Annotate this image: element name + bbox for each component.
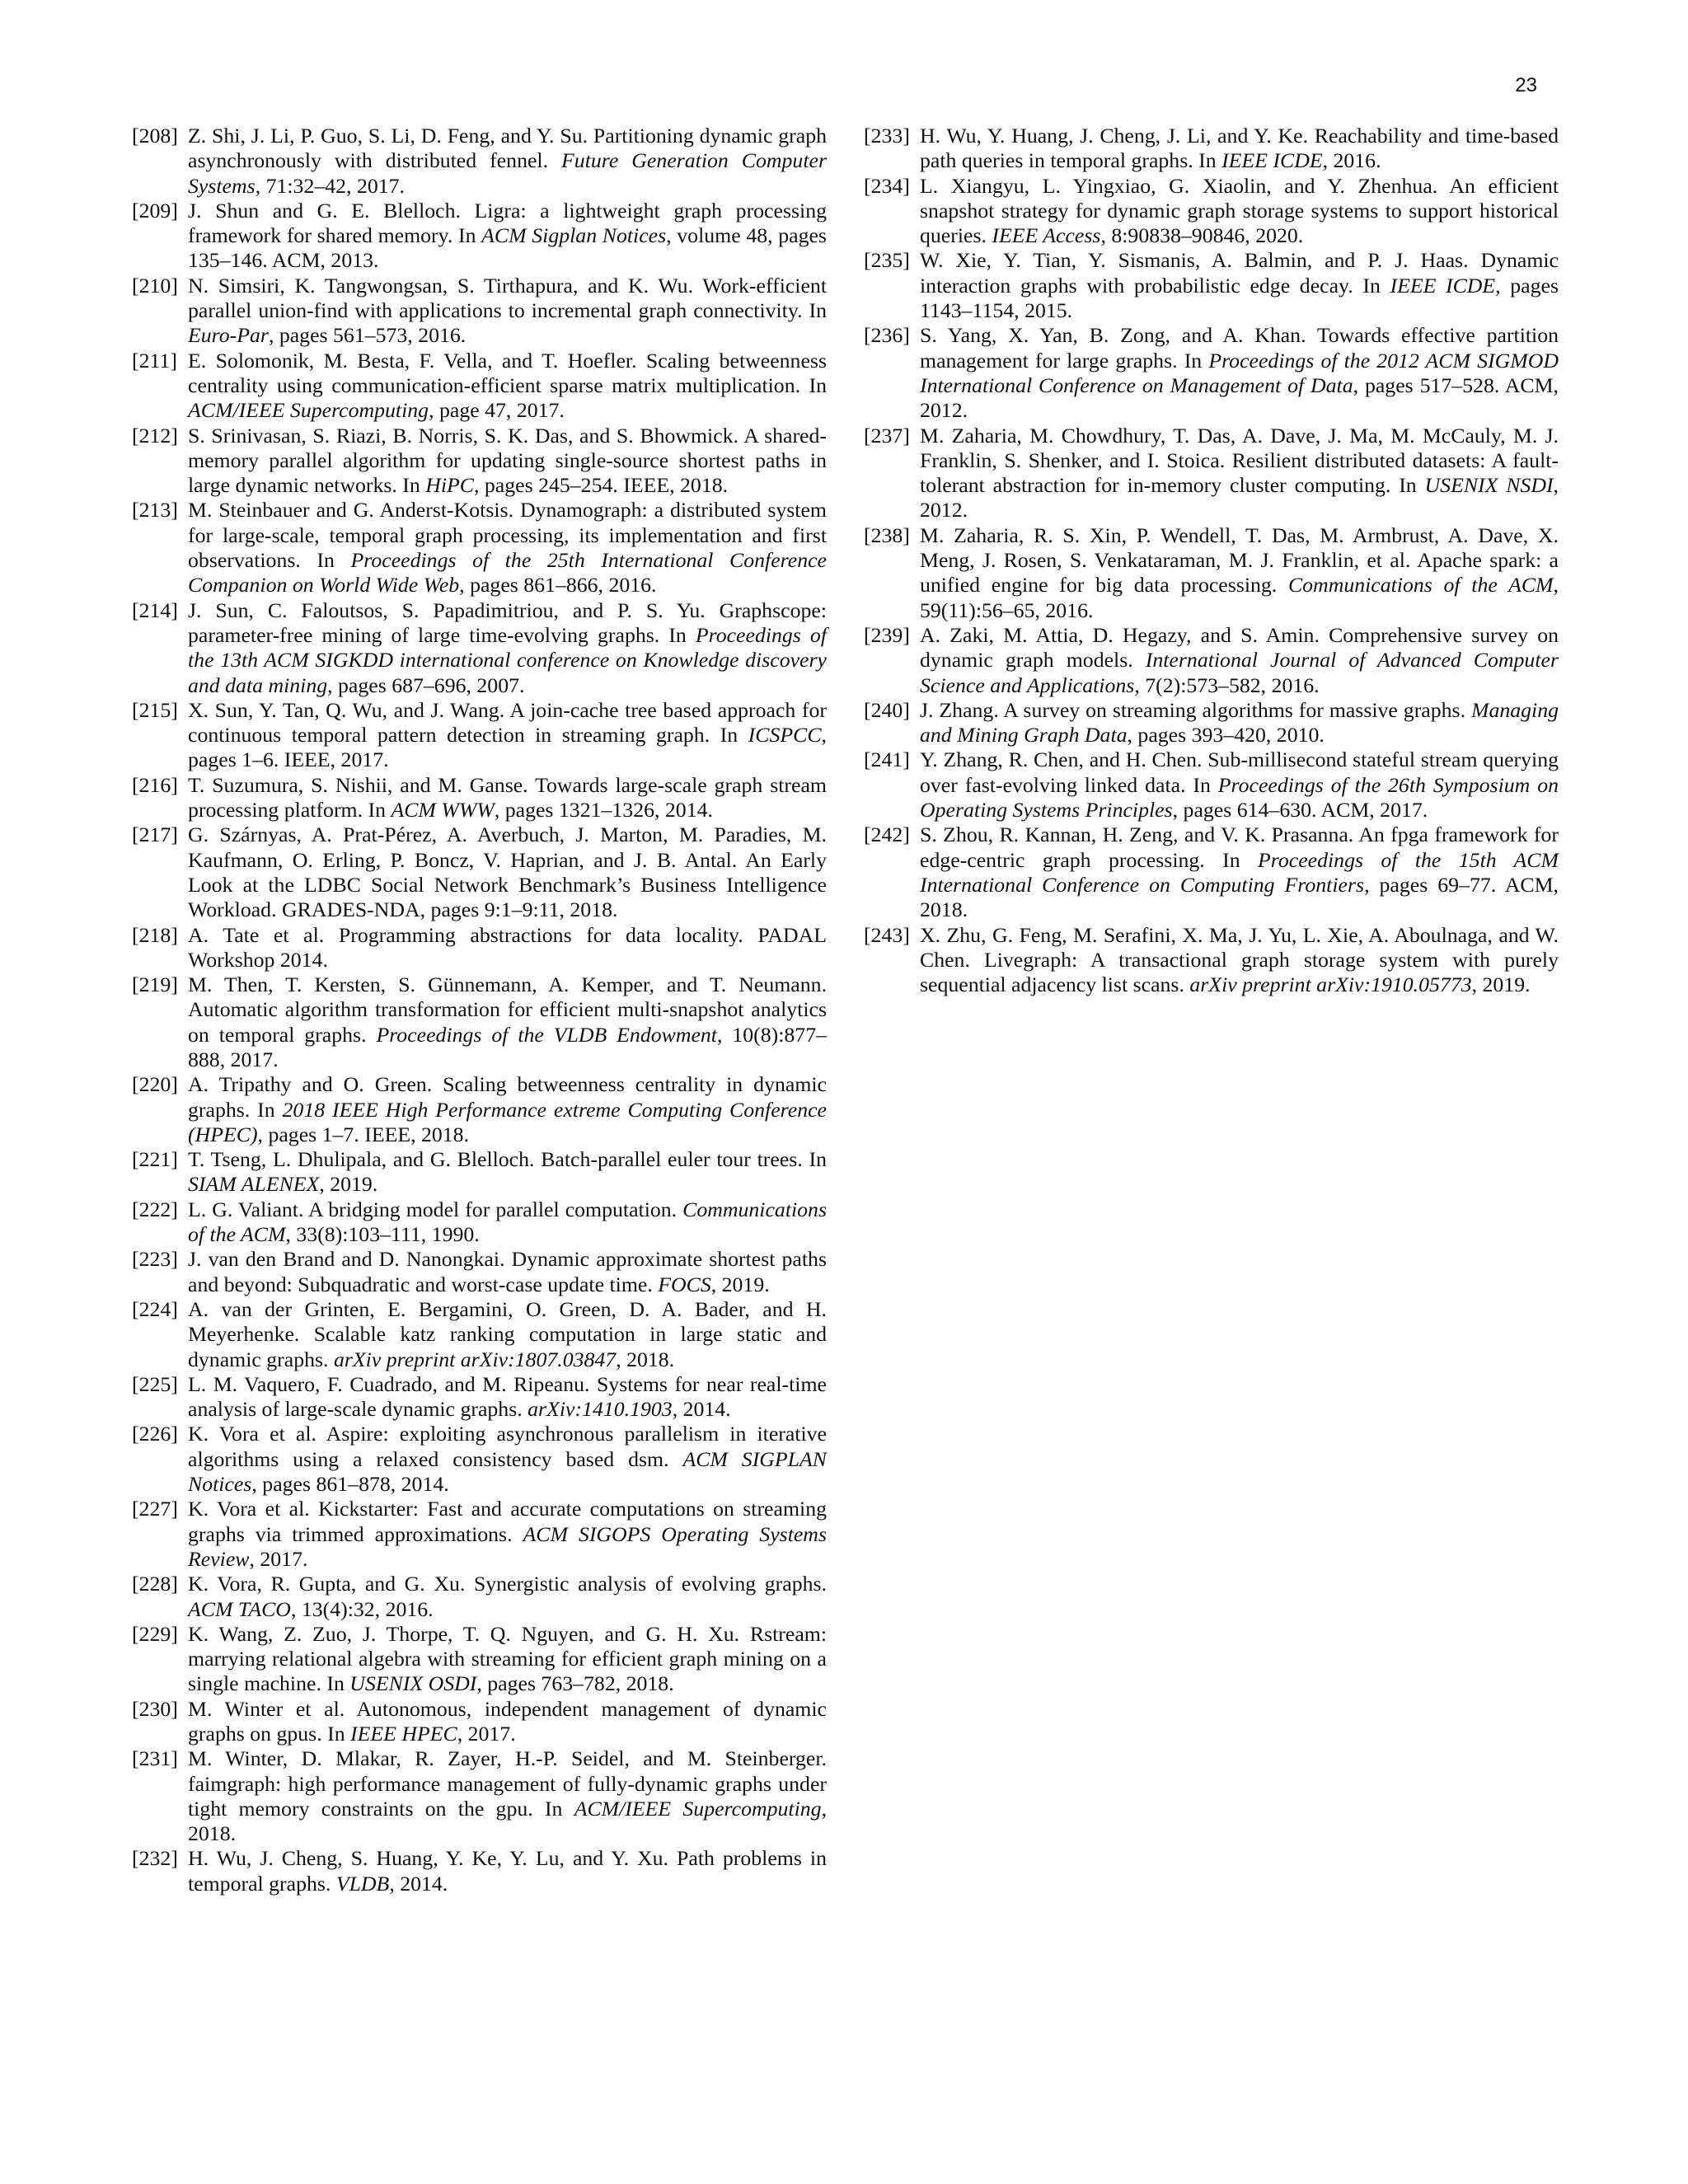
reference-segment: T. Suzumura, S. Nishii, and M. Ganse. Towards large-scale graph stream processing platform. In <box>188 772 827 823</box>
reference-venue: ICSPCC <box>748 723 822 748</box>
reference-text <box>188 1497 827 1571</box>
references-left-column <box>132 124 827 1896</box>
reference-text <box>188 1746 827 1845</box>
reference-number: [210] <box>132 273 178 298</box>
reference-venue: SIAM ALENEX <box>188 1172 320 1197</box>
reference-text <box>188 1572 827 1620</box>
reference-text <box>188 1846 827 1895</box>
reference-item <box>132 823 827 922</box>
reference-venue: ACM TACO <box>188 1596 291 1621</box>
reference-segment: , pages 861–866, 2016. <box>459 573 657 598</box>
reference-text <box>920 523 1559 622</box>
reference-text <box>188 424 827 498</box>
reference-number: [240] <box>864 697 910 722</box>
reference-number: [221] <box>132 1147 178 1172</box>
reference-segment: Y. Zhang, R. Chen, and H. Chen. Sub-millisecond stateful stream querying over fast-evolving linked data. In <box>920 748 1559 797</box>
reference-text <box>188 199 827 273</box>
reference-text <box>920 823 1559 921</box>
reference-segment: , 13(4):32, 2016. <box>290 1596 434 1621</box>
reference-text <box>188 1197 827 1246</box>
reference-item <box>864 124 1559 174</box>
reference-text <box>920 748 1559 822</box>
reference-item <box>864 248 1559 323</box>
reference-item <box>132 1746 827 1846</box>
reference-item <box>132 1147 827 1197</box>
reference-segment: , 33(8):103–111, 1990. <box>285 1222 480 1247</box>
reference-item <box>132 698 827 773</box>
reference-segment: H. Wu, J. Cheng, S. Huang, Y. Ke, Y. Lu, and Y. Xu. Path problems in temporal graphs. <box>188 1846 827 1896</box>
reference-item <box>132 1697 827 1747</box>
reference-number: [242] <box>864 823 910 847</box>
reference-number: [218] <box>132 922 178 947</box>
reference-segment: , volume 48, pages 135–146. ACM, 2013. <box>188 223 827 273</box>
reference-segment: , 7(2):573–582, 2016. <box>1134 673 1320 697</box>
reference-text <box>188 1072 827 1146</box>
reference-number: [212] <box>132 423 178 448</box>
reference-text <box>920 124 1559 172</box>
reference-item <box>132 1846 827 1896</box>
reference-number: [234] <box>864 173 910 198</box>
reference-segment: , 2019. <box>710 1272 770 1296</box>
reference-number: [215] <box>132 697 178 722</box>
reference-segment: J. Shun and G. E. Blelloch. Ligra: a lightweight graph processing framework for shared memory. In <box>188 198 827 248</box>
reference-number: [217] <box>132 823 178 847</box>
reference-text <box>188 349 827 423</box>
reference-item <box>864 323 1559 423</box>
reference-segment: , 2014. <box>672 1397 731 1422</box>
reference-venue: VLDB <box>335 1871 390 1896</box>
references-right-column <box>864 124 1559 997</box>
reference-number: [228] <box>132 1572 178 1596</box>
reference-number: [224] <box>132 1296 178 1321</box>
reference-text <box>188 498 827 597</box>
reference-segment: L. M. Vaquero, F. Cuadrado, and M. Ripeanu. Systems for near real-time analysis of large-scale dynamic graphs. <box>188 1371 827 1422</box>
reference-item <box>132 1497 827 1572</box>
reference-number: [222] <box>132 1197 178 1221</box>
reference-text <box>920 424 1559 523</box>
reference-item <box>132 1372 827 1422</box>
reference-text <box>920 623 1559 697</box>
reference-segment: , pages 1143–1154, 2015. <box>920 273 1559 323</box>
reference-venue: International Journal of Advanced Computer Science and Applications <box>920 648 1559 697</box>
reference-venue: Communications of the ACM <box>188 1197 827 1247</box>
reference-item <box>132 1622 827 1697</box>
reference-text <box>920 698 1559 747</box>
reference-number: [241] <box>864 748 910 772</box>
reference-text <box>188 1422 827 1496</box>
reference-text <box>188 1372 827 1421</box>
reference-venue: Managing and Mining Graph Data <box>920 697 1559 748</box>
reference-item <box>864 623 1559 698</box>
reference-item <box>864 748 1559 823</box>
reference-text <box>188 823 827 921</box>
reference-venue: ACM/IEEE Supercomputing <box>188 398 429 423</box>
reference-number: [211] <box>132 348 177 373</box>
reference-venue: FOCS <box>658 1272 711 1296</box>
reference-number: [213] <box>132 498 178 523</box>
reference-segment: , 2019. <box>1471 972 1531 997</box>
reference-text <box>188 1297 827 1371</box>
reference-number: [227] <box>132 1497 178 1521</box>
reference-number: [239] <box>864 622 910 647</box>
reference-segment: H. Wu, Y. Huang, J. Cheng, J. Li, and Y. Ke. Reachability and time-based path queries in temporal graphs. In <box>920 124 1559 173</box>
reference-segment: , pages 69–77. ACM, 2018. <box>920 872 1559 922</box>
reference-number: [238] <box>864 523 910 547</box>
reference-text <box>188 598 827 697</box>
reference-segment: T. Tseng, L. Dhulipala, and G. Blelloch. Batch-parallel euler tour trees. In <box>188 1147 827 1172</box>
reference-segment: J. Sun, C. Faloutsos, S. Papadimitriou, and P. S. Yu. Graphscope: parameter-free mining of large time-evolving graphs. In <box>188 598 827 647</box>
reference-segment: , 2017. <box>457 1722 516 1746</box>
reference-venue: arXiv preprint arXiv:1807.03847 <box>333 1347 617 1371</box>
reference-venue: ACM SIGPLAN Notices <box>188 1446 827 1497</box>
reference-venue: 2018 IEEE High Performance extreme Computing Conference (HPEC) <box>188 1097 827 1146</box>
reference-segment: A. van der Grinten, E. Bergamini, O. Green, D. A. Bader, and H. Meyerhenke. Scalable katz ranking computation in large static and dynamic graphs. <box>188 1296 827 1371</box>
reference-text <box>188 1622 827 1696</box>
reference-segment: , pages 763–782, 2018. <box>476 1671 674 1696</box>
reference-segment: , pages 1–7. IEEE, 2018. <box>257 1122 470 1146</box>
reference-text <box>920 174 1559 248</box>
reference-segment: , page 47, 2017. <box>429 398 565 423</box>
reference-text <box>188 698 827 772</box>
reference-item <box>132 598 827 698</box>
reference-text <box>188 274 827 348</box>
reference-item <box>132 972 827 1072</box>
reference-segment: G. Szárnyas, A. Prat-Pérez, A. Averbuch, J. Marton, M. Paradies, M. Kaufmann, O. Erling, P. Boncz, V. Haprian, and J. B. Antal. An Early Look at the LDBC Social Network Benchmark’s Business Intelligence Workload. GRADES-NDA, pages 9:1–9:11, 2018. <box>188 823 827 922</box>
reference-number: [229] <box>132 1621 178 1646</box>
reference-venue: Proceedings of the VLDB Endowment <box>376 1022 717 1047</box>
reference-number: [230] <box>132 1696 178 1721</box>
reference-item <box>864 523 1559 623</box>
reference-segment: S. Srinivasan, S. Riazi, B. Norris, S. K. Das, and S. Bhowmick. A shared-memory parallel algorithm for updating single-source shortest paths in large dynamic networks. In <box>188 423 827 498</box>
reference-segment: K. Wang, Z. Zuo, J. Thorpe, T. Q. Nguyen, and G. H. Xu. Rstream: marrying relational algebra with streaming for efficient graph mining on a single machine. In <box>188 1621 827 1696</box>
reference-segment: L. Xiangyu, L. Yingxiao, G. Xiaolin, and Y. Zhenhua. An efficient snapshot strategy for dynamic graph storage systems to support historical queries. <box>920 173 1559 248</box>
reference-segment: , 2012. <box>920 473 1559 523</box>
reference-venue: USENIX NSDI <box>1424 473 1554 498</box>
reference-venue: Proceedings of the 13th ACM SIGKDD international conference on Knowledge discovery and data mining <box>188 622 827 697</box>
reference-text <box>188 1147 827 1196</box>
reference-text <box>188 1247 827 1296</box>
reference-venue: arXiv preprint arXiv:1910.05773 <box>1189 972 1472 997</box>
reference-venue: Proceedings of the 26th Symposium on Operating Systems Principles <box>920 772 1559 823</box>
reference-segment: E. Solomonik, M. Besta, F. Vella, and T. Hoefler. Scaling betweenness centrality using communication-efficient sparse matrix multiplication. In <box>188 348 827 397</box>
reference-item <box>132 1422 827 1497</box>
reference-venue: IEEE ICDE <box>1390 273 1496 298</box>
reference-number: [235] <box>864 248 910 273</box>
reference-item <box>132 1072 827 1147</box>
reference-number: [219] <box>132 972 178 997</box>
reference-number: [214] <box>132 598 178 622</box>
reference-segment: Z. Shi, J. Li, P. Guo, S. Li, D. Feng, and Y. Su. Partitioning dynamic graph asynchronously with distributed fennel. <box>188 124 827 173</box>
reference-venue: Communications of the ACM <box>1287 573 1554 598</box>
reference-segment: , pages 614–630. ACM, 2017. <box>1172 798 1428 823</box>
reference-segment: K. Vora et al. Aspire: exploiting asynchronous parallelism in iterative algorithms using a relaxed consistency based dsm. <box>188 1422 827 1471</box>
reference-number: [226] <box>132 1422 178 1446</box>
reference-segment: J. Zhang. A survey on streaming algorithms for massive graphs. <box>920 697 1471 722</box>
reference-segment: , 2018. <box>616 1347 675 1371</box>
reference-item <box>132 1247 827 1297</box>
reference-segment: L. G. Valiant. A bridging model for parallel computation. <box>188 1197 683 1221</box>
reference-segment: , pages 517–528. ACM, 2012. <box>920 373 1559 423</box>
reference-venue: ACM Sigplan Notices <box>481 223 667 248</box>
reference-segment: S. Yang, X. Yan, B. Zong, and A. Khan. Towards effective partition management for large graphs. In <box>920 323 1559 373</box>
reference-venue: Proceedings of the 2012 ACM SIGMOD International Conference on Management of Data <box>920 348 1559 397</box>
reference-item <box>132 1572 827 1622</box>
reference-segment: , 59(11):56–65, 2016. <box>920 573 1559 622</box>
reference-venue: IEEE ICDE <box>1221 148 1323 173</box>
reference-number: [233] <box>864 124 910 148</box>
reference-segment: M. Steinbauer and G. Anderst-Kotsis. Dynamograph: a distributed system for large-scale, temporal graph processing, its implementation and first observations. In <box>188 498 827 573</box>
reference-venue: ACM SIGOPS Operating Systems Review <box>188 1521 827 1571</box>
reference-segment: , 2016. <box>1322 148 1381 173</box>
reference-item <box>132 274 827 349</box>
reference-segment: , 10(8):877–888, 2017. <box>188 1022 827 1071</box>
reference-segment: A. Tate et al. Programming abstractions for data locality. PADAL Workshop 2014. <box>188 922 827 972</box>
reference-number: [225] <box>132 1371 178 1396</box>
reference-segment: X. Sun, Y. Tan, Q. Wu, and J. Wang. A join-cache tree based approach for continuous temporal pattern detection in streaming graph. In <box>188 697 827 748</box>
reference-segment: X. Zhu, G. Feng, M. Serafini, X. Ma, J. Yu, L. Xie, A. Aboulnaga, and W. Chen. Livegraph: A transactional graph storage system with purely sequential adjacency list scans. <box>920 922 1559 997</box>
reference-segment: , pages 1–6. IEEE, 2017. <box>188 723 827 772</box>
reference-text <box>920 248 1559 322</box>
reference-text <box>188 773 827 822</box>
reference-item <box>132 773 827 823</box>
reference-segment: , 2018. <box>188 1796 828 1846</box>
reference-venue: IEEE HPEC <box>350 1722 457 1746</box>
reference-segment: W. Xie, Y. Tian, Y. Sismanis, A. Balmin, and P. J. Haas. Dynamic interaction graphs with probabilistic edge decay. In <box>920 248 1559 298</box>
reference-venue: arXiv:1410.1903 <box>528 1397 673 1422</box>
reference-item <box>132 1297 827 1372</box>
reference-segment: , 2017. <box>249 1546 308 1571</box>
reference-segment: , 2019. <box>319 1172 378 1197</box>
reference-text <box>188 124 827 198</box>
reference-number: [231] <box>132 1746 178 1771</box>
reference-venue: Proceedings of the 15th ACM International Conference on Computing Frontiers <box>920 847 1559 897</box>
reference-item <box>864 698 1559 748</box>
reference-item <box>132 199 827 274</box>
reference-segment: , pages 861–878, 2014. <box>251 1472 449 1497</box>
reference-number: [223] <box>132 1247 178 1272</box>
reference-text <box>188 972 827 1071</box>
reference-item <box>132 923 827 973</box>
reference-item <box>864 174 1559 249</box>
reference-venue: Euro-Par <box>188 323 269 348</box>
reference-segment: N. Simsiri, K. Tangwongsan, S. Tirthapura, and K. Wu. Work-efficient parallel union-find with applications to incremental graph connectivity. In <box>188 273 827 323</box>
reference-venue: ACM WWW <box>391 798 495 823</box>
reference-venue: USENIX OSDI <box>349 1671 477 1696</box>
reference-segment: M. Zaharia, M. Chowdhury, T. Das, A. Dave, J. Ma, M. McCauly, M. J. Franklin, S. Shenker, and I. Stoica. Resilient distributed datasets: A fault-tolerant abstraction for in-memory cluster computing. In <box>920 423 1559 498</box>
reference-segment: , pages 393–420, 2010. <box>1127 723 1325 748</box>
reference-number: [237] <box>864 423 910 448</box>
reference-segment: M. Then, T. Kersten, S. Günnemann, A. Kemper, and T. Neumann. Automatic algorithm transformation for efficient multi-snapshot analytics on temporal graphs. <box>188 972 827 1047</box>
reference-segment: K. Vora, R. Gupta, and G. Xu. Synergistic analysis of evolving graphs. <box>188 1572 827 1596</box>
reference-number: [208] <box>132 124 178 148</box>
page-number: 23 <box>1515 74 1537 96</box>
reference-number: [236] <box>864 323 910 348</box>
reference-segment: S. Zhou, R. Kannan, H. Zeng, and V. K. Prasanna. An fpga framework for edge-centric graph processing. In <box>920 823 1559 872</box>
reference-venue: ACM/IEEE Supercomputing <box>574 1796 822 1821</box>
reference-item <box>132 424 827 499</box>
reference-number: [216] <box>132 772 178 797</box>
reference-item <box>864 424 1559 523</box>
reference-number: [209] <box>132 198 178 223</box>
reference-number: [232] <box>132 1846 178 1871</box>
reference-segment: M. Winter et al. Autonomous, independent management of dynamic graphs on gpus. In <box>188 1696 827 1746</box>
reference-text <box>920 323 1559 422</box>
reference-venue: IEEE Access <box>992 223 1101 248</box>
reference-segment: , pages 245–254. IEEE, 2018. <box>474 473 729 498</box>
reference-item <box>132 349 827 424</box>
reference-segment: , 71:32–42, 2017. <box>255 173 405 198</box>
reference-segment: K. Vora et al. Kickstarter: Fast and accurate computations on streaming graphs via trimmed approximations. <box>188 1497 827 1546</box>
reference-text <box>188 1697 827 1746</box>
reference-venue: Proceedings of the 25th International Conference Companion on World Wide Web <box>188 548 827 598</box>
reference-text <box>920 923 1559 997</box>
reference-segment: , 2014. <box>389 1871 448 1896</box>
reference-segment: M. Winter, D. Mlakar, R. Zayer, H.-P. Seidel, and M. Steinberger. faimgraph: high performance management of fully-dynamic graphs under tight memory constraints on the gpu. In <box>188 1746 827 1821</box>
reference-segment: , 8:90838–90846, 2020. <box>1100 223 1304 248</box>
reference-item <box>864 923 1559 998</box>
reference-item <box>132 124 827 199</box>
reference-segment: A. Zaki, M. Attia, D. Hegazy, and S. Amin. Comprehensive survey on dynamic graph models. <box>920 622 1559 673</box>
reference-segment: J. van den Brand and D. Nanongkai. Dynamic approximate shortest paths and beyond: Subquadratic and worst-case update time. <box>188 1247 827 1296</box>
reference-segment: M. Zaharia, R. S. Xin, P. Wendell, T. Das, M. Armbrust, A. Dave, X. Meng, J. Rosen, S. Venkataraman, M. J. Franklin, et al. Apache spark: a unified engine for big data processing. <box>920 523 1559 598</box>
reference-segment: , pages 561–573, 2016. <box>268 323 467 348</box>
reference-segment: , pages 1321–1326, 2014. <box>494 798 713 823</box>
reference-text <box>188 923 827 972</box>
reference-segment: , pages 687–696, 2007. <box>327 673 525 697</box>
reference-number: [243] <box>864 922 910 947</box>
reference-number: [220] <box>132 1072 178 1097</box>
reference-segment: A. Tripathy and O. Green. Scaling betweenness centrality in dynamic graphs. In <box>188 1072 827 1122</box>
reference-item <box>132 1197 827 1248</box>
reference-item <box>132 498 827 598</box>
reference-item <box>864 823 1559 922</box>
reference-venue: HiPC <box>425 473 474 498</box>
reference-venue: Future Generation Computer Systems <box>188 148 827 198</box>
